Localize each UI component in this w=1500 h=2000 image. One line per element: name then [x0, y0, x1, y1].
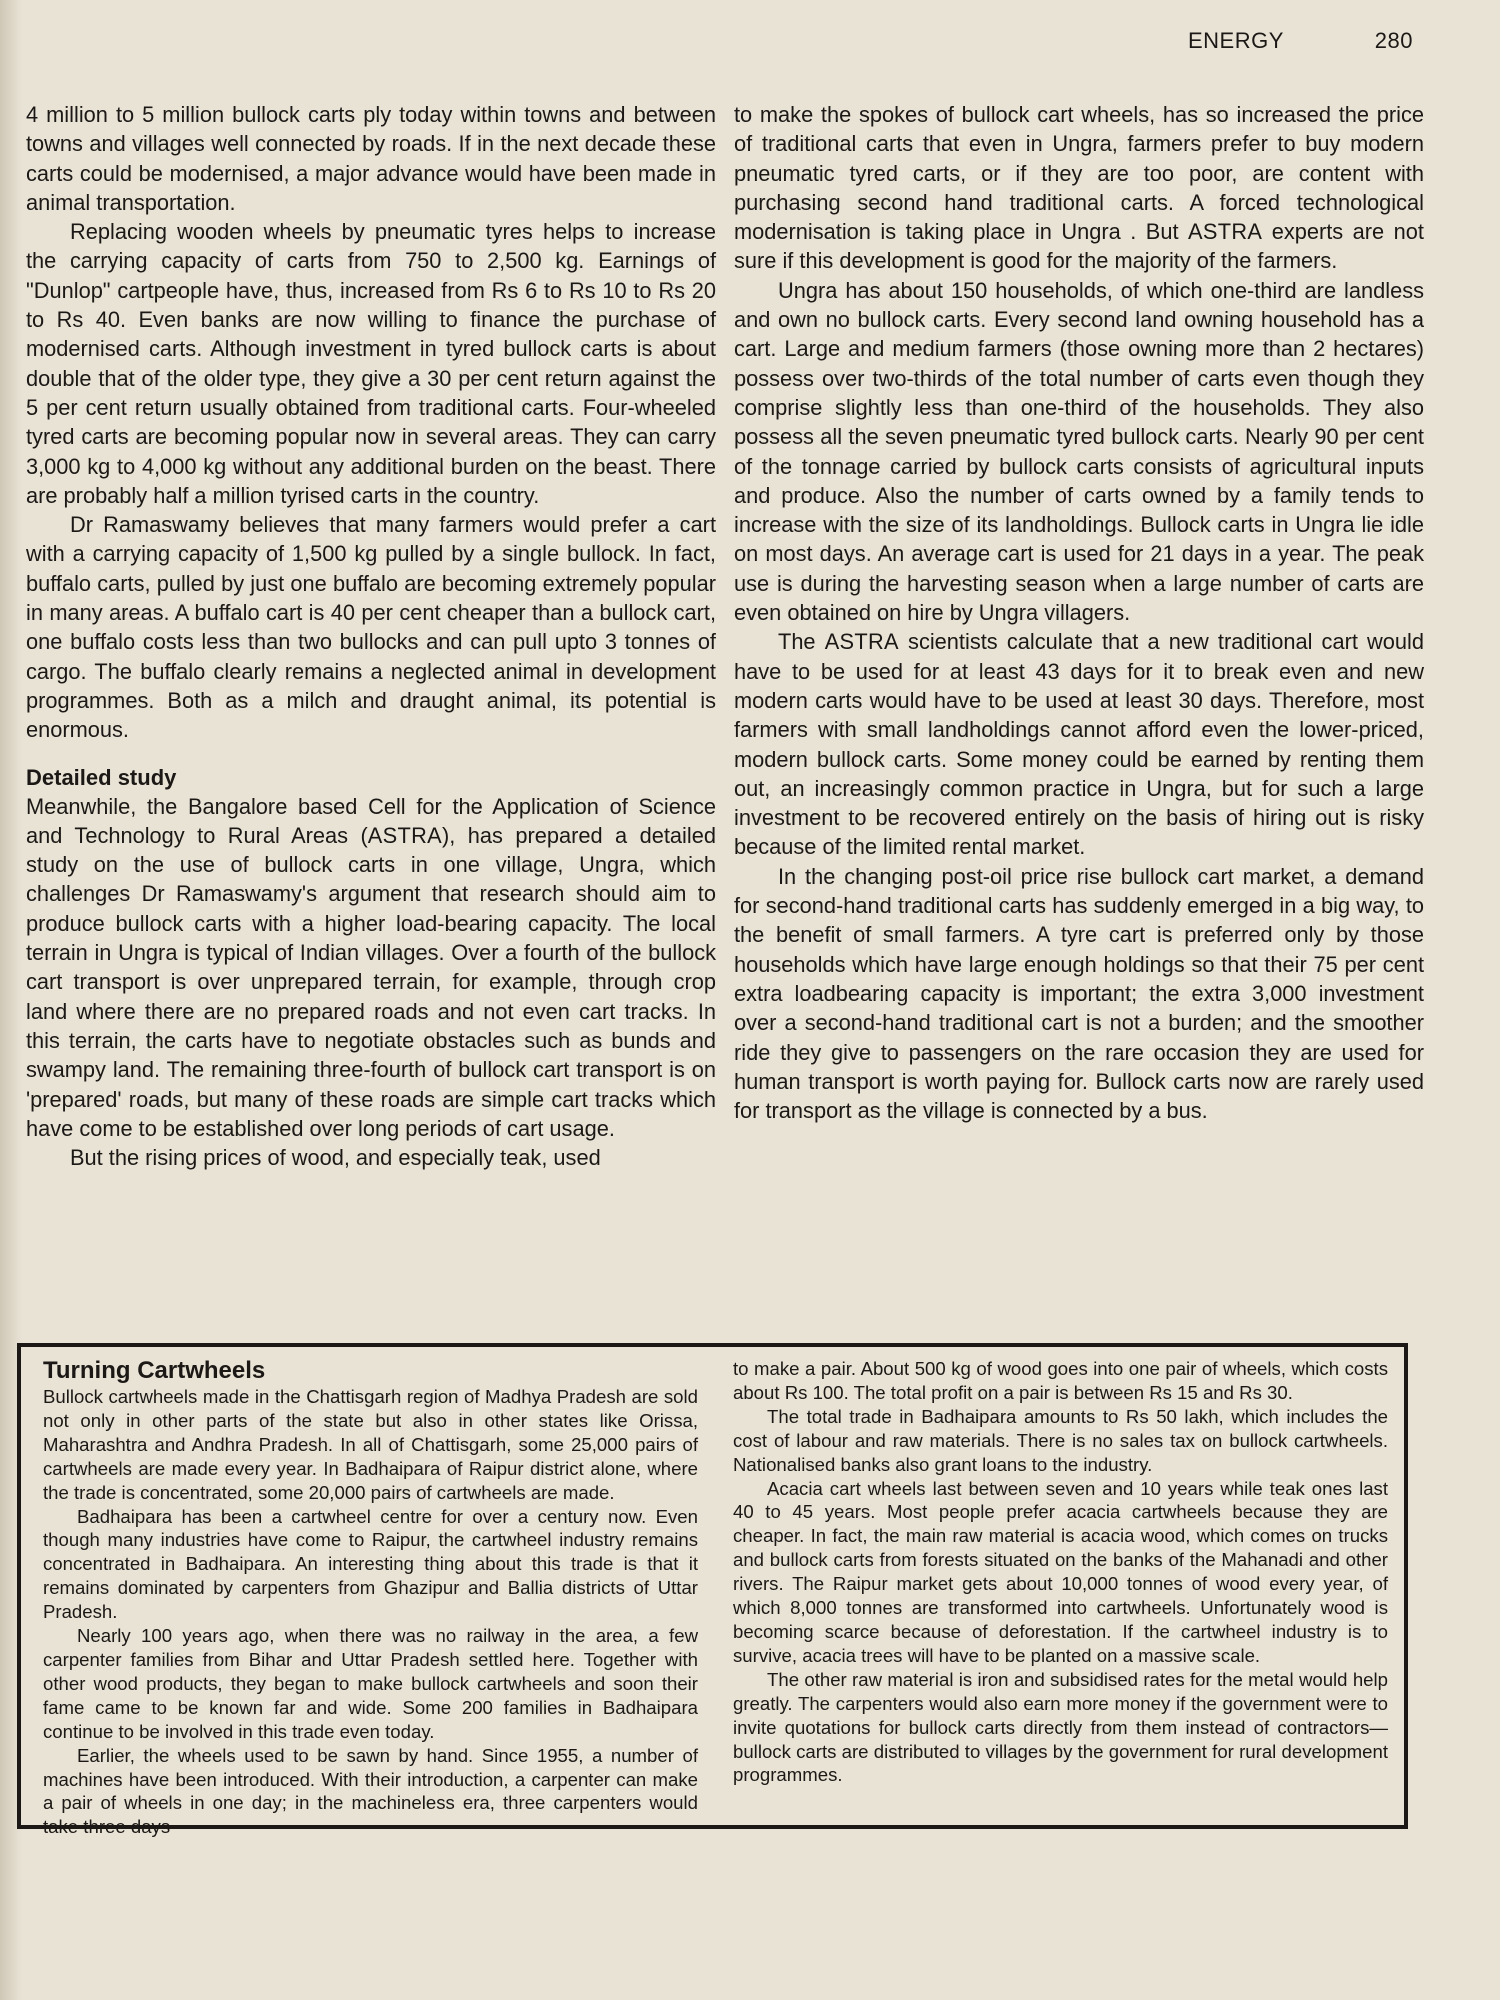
- acronym: ASTRA: [1188, 219, 1263, 245]
- paragraph: [26, 792, 716, 1144]
- sidebar-column-right: [733, 1357, 1388, 1787]
- sidebar-box: [17, 1343, 1408, 1838]
- article-column-right: [734, 100, 1424, 1125]
- paragraph: Earlier, the wheels used to be sawn by hand. Since 1955, a number of machines have been introduced. With their introduction, a carpenter can make a pair of wheels in one day; in the machineless era, three carpenters would take three days: [43, 1744, 698, 1838]
- paragraph: Nearly 100 years ago, when there was no railway in the area, a few carpenter families from Bihar and Uttar Pradesh settled here. Together with other wood products, they began to make bullock cartwheels and soon their fame came to be known far and wide. Some 200 families in Badhaipara continue to be involved in this trade even today.: [43, 1625, 698, 1742]
- paragraph: But the rising prices of wood, and especially teak, used: [70, 1145, 601, 1171]
- paragraph: Dr Ramaswamy believes that many farmers would prefer a cart with a carrying capacity of 1,500 kg pulled by a single bullock. In fact, buffalo carts, pulled by just one buffalo are becoming extremely popular in many areas. A buffalo cart is 40 per cent cheaper than a bullock cart, one buffalo costs less than two bullocks and can pull upto 3 tonnes of cargo. The buffalo clearly remains a neglected animal in development programmes. Both as a milch and draught animal, its potential is enormous.: [26, 512, 716, 743]
- paragraph: Bullock cartwheels made in the Chattisgarh region of Madhya Pradesh are sold not only in other parts of the state but also in other states like Orissa, Maharashtra and Andhra Pradesh. In all of Chattisgarh, some 25,000 pairs of cartwheels are made every year. In Badhaipara of Raipur district alone, where the trade is concentrated, some 20,000 pairs of cartwheels are made.: [43, 1386, 698, 1503]
- sidebar-column-left: [43, 1357, 698, 1839]
- paragraph: The total trade in Badhaipara amounts to Rs 50 lakh, which includes the cost of labour and raw materials. There is no sales tax on bullock cartwheels. Nationalised banks also grant loans to the industry.: [733, 1405, 1388, 1475]
- paragraph: 4 million to 5 million bullock carts ply today within towns and between towns and villages well connected by roads. If in the next decade these carts could be modernised, a major advance would have been made in animal transportation.: [26, 102, 716, 215]
- paragraph: [734, 100, 1424, 276]
- text-run: Meanwhile, the Bangalore based Cell for the Application of Science and Technology to Rural Areas (: [26, 793, 716, 848]
- paragraph: The other raw material is iron and subsidised rates for the metal would help greatly. The carpenters would also earn more money if the government were to invite quotations for bullock carts directly from them instead of contractors—bullock carts are distributed to villages by the government for rural development programmes.: [733, 1668, 1388, 1786]
- text-run: experts are not sure if this development is good for the majority of the farmers.: [734, 219, 1424, 274]
- text-run: ), has prepared a detailed study on the use of bullock carts in one village, Ungra, which challenges Dr Ramaswamy's argument that research should aim to produce bullock carts with a higher load-bearing capacity. The local terrain in Ungra is typical of Indian villages. Over a fourth of the bullock cart transport is over unprepared terrain, for example, through crop land where there are no prepared roads and not even cart tracks. In this terrain, the carts have to negotiate obstacles such as bunds and swampy land. The remaining three-fourth of bullock cart transport is on 'prepared' roads, but many of these roads are simple cart tracks which have come to be established over long periods of cart usage.: [26, 822, 716, 1141]
- paragraph: Ungra has about 150 households, of which one-third are landless and own no bullock carts. Every second land owning household has a cart. Large and medium farmers (those owning more than 2 hectares) possess over two-thirds of the total number of carts even though they comprise slightly less than one-third of the households. They also possess all the seven pneumatic tyred bullock carts. Nearly 90 per cent of the tonnage carried by bullock carts consists of agricultural inputs and produce. Also the number of carts owned by a family tends to increase with the size of its landholdings. Bullock carts in Ungra lie idle on most days. An average cart is used for 21 days in a year. The peak use is during the harvesting season when a large number of carts are even obtained on hire by Ungra villagers.: [734, 277, 1424, 626]
- page-number: 280: [1374, 28, 1413, 53]
- paragraph: to make a pair. About 500 kg of wood goes into one pair of wheels, which costs about Rs 100. The total profit on a pair is between Rs 15 and Rs 30.: [733, 1358, 1388, 1403]
- text-run: to make the spokes of bullock cart wheels, has so increased the price of traditional carts that even in Ungra, farmers prefer to buy modern pneumatic tyred carts, or if they are too poor, are content with purchasing second hand traditional carts. A forced technological modernisation is taking place in Ungra . But: [734, 102, 1424, 245]
- article-column-left: [26, 100, 716, 1172]
- acronym: ASTRA: [367, 822, 442, 848]
- paragraph: In the changing post-oil price rise bullock cart market, a demand for second-hand traditional carts has suddenly emerged in a big way, to the benefit of small farmers. A tyre cart is preferred only by those households which have large enough holdings so that their 75 per cent extra loadbearing capacity is important; the extra 3,000 investment over a second-hand traditional cart is not a burden; and the smoother ride they give to passengers on the rare occasion they are used for human transport is worth paying for. Bullock carts now are rarely used for transport as the village is connected by a bus.: [734, 863, 1424, 1124]
- section-title: ENERGY: [1188, 28, 1284, 53]
- paragraph: Badhaipara has been a cartwheel centre for over a century now. Even though many industries have come to Raipur, the cartwheel industry remains concentrated in Badhaipara. An interesting thing about this trade is that it remains dominated by carpenters from Ghazipur and Ballia districts of Uttar Pradesh.: [43, 1505, 698, 1623]
- paragraph: [734, 627, 1424, 861]
- text-run: The: [778, 629, 816, 655]
- subheading: Detailed study: [26, 764, 177, 790]
- paragraph: Replacing wooden wheels by pneumatic tyres helps to increase the carrying capacity of carts from 750 to 2,500 kg. Earnings of "Dunlop" cartpeople have, thus, increased from Rs 6 to Rs 10 to Rs 20 to Rs 40. Even banks are now willing to finance the purchase of modernised carts. Although investment in tyred bullock carts is about double that of the older type, they give a 30 per cent return against the 5 per cent return usually obtained from traditional carts. Four-wheeled tyred carts are becoming popular now in several areas. They can carry 3,000 kg to 4,000 kg without any additional burden on the beast. There are probably half a million tyrised carts in the country.: [26, 219, 716, 508]
- page-header: [1188, 28, 1413, 58]
- text-run: scientists calculate that a new traditional cart would have to be used for at least 43 days for it to break even and new modern carts would have to be used at least 30 days. Therefore, most farmers with small landholdings cannot afford even the lower-priced, modern bullock carts. Some money could be earned by renting them out, an increasingly common practice in Ungra, but for such a large investment to be recovered entirely on the basis of hiring out is risky because of the limited rental market.: [734, 629, 1424, 860]
- sidebar-title: Turning Cartwheels: [43, 1357, 266, 1384]
- paragraph: Acacia cart wheels last between seven and 10 years while teak ones last 40 to 45 years. Most people prefer acacia cartwheels because they are cheaper. In fact, the main raw material is acacia wood, which comes on trucks and bullock carts from forests situated on the banks of the Mahanadi and other rivers. The Raipur market gets about 10,000 tonnes of wood every year, of which 8,000 tonnes are transformed into cartwheels. Unfortunately wood is becoming scarce because of deforestation. If the cartwheel industry is to survive, acacia trees will have to be planted on a massive scale.: [733, 1477, 1388, 1666]
- acronym: ASTRA: [824, 629, 899, 655]
